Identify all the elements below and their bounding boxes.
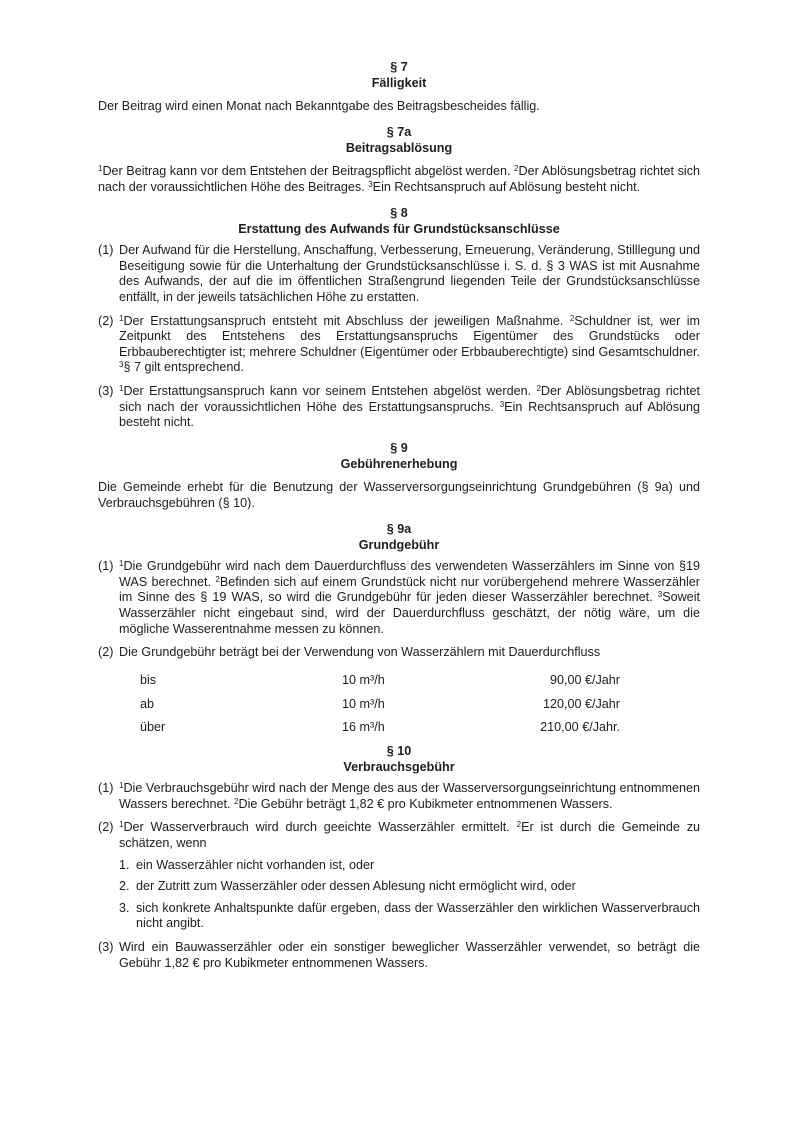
paragraph-label: (2) [98,645,114,660]
sentence-number: 2 [234,796,239,806]
sentence-number: 1 [119,559,124,569]
sentence: Er ist durch die Gemeinde zu schätzen, wenn [119,820,700,850]
sentence: Der Beitrag kann vor dem Entstehen der Beitragspflicht abgelöst werden. [102,164,515,179]
paragraph-label: (3) [98,383,114,398]
fee-row [98,673,700,697]
section-9 [98,441,700,511]
list-item [119,879,700,895]
sentence-number: 1 [119,313,124,323]
section-10 [98,744,700,971]
paragraph-text [119,781,700,812]
sentence-number: 3 [119,360,124,370]
sentence: Befinden sich auf einem Grundstück nicht nur vorübergehend mehrere Wasserzähler im Sinne des § 19 WAS, so wird die Grundgebühr für jeden dieser Wasserzähler berechnet. [119,574,701,605]
section-9-text: Die Gemeinde erhebt für die Benutzung der Wasserversorgungseinrichtung Grundgebühren (§ 9a) und Verbrauchsgebühren (§ 10). [98,480,700,510]
sentence: Der Ablösungsbetrag richtet sich nach der voraussichtlichen Höhe des Beitrages. [98,164,701,194]
section-title: Erstattung des Aufwands für Grundstücksanschlüsse [238,221,560,236]
section-10-heading [98,744,700,775]
fee-amount: 90,00 €/Jahr [549,673,620,687]
item-text: ein Wasserzähler nicht vorhanden ist, oder [136,857,375,872]
fee-flow: 10 m³/h [342,673,385,687]
paragraph-2 [98,314,700,376]
sentence-number: 3 [657,590,663,600]
section-7a [98,125,700,195]
sentence-number: 2 [514,164,519,174]
paragraph-3 [98,940,700,971]
fee-amount: 120,00 €/Jahr [542,697,620,711]
section-number: § 10 [386,744,412,758]
sentence: § 7 gilt entsprechend. [123,360,244,375]
sentence-number: 2 [569,313,575,323]
paragraph-text: Wird ein Bauwasserzähler oder ein sonstiger beweglicher Wasserzähler verwendet, so beträgt die Gebühr 1,82 € pro Kubikmeter entnommenen Wassers. [119,939,700,970]
fee-condition: ab [140,697,155,711]
section-8-heading [98,206,700,237]
sentence-number: 2 [536,383,541,393]
sentence-number: 1 [119,383,124,393]
sentence: Der Erstattungsanspruch entsteht mit Abschluss der jeweiligen Maßnahme. [123,313,570,328]
paragraph-1 [98,559,700,637]
list-item [119,858,700,874]
sentence-number: 1 [98,164,103,174]
section-number: § 9a [386,522,412,536]
item-text: der Zutritt zum Wasserzähler oder dessen Ablesung nicht ermöglicht wird, oder [136,879,576,894]
paragraph-1 [98,781,700,812]
paragraph-label: (3) [98,939,114,954]
paragraph-text: Die Grundgebühr beträgt bei der Verwendung von Wasserzählern mit Dauerdurchfluss [119,645,601,660]
sentence: Die Grundgebühr wird nach dem Dauerdurchfluss des verwendeten Wasserzählers im Sinne von §19 WAS berechnet. [119,559,700,589]
section-number: § 7a [386,125,412,139]
sentence: Die Verbrauchsgebühr wird nach der Menge des aus der Wasserversorgungseinrichtung entnommenen Wassers berechnet. [119,781,700,811]
paragraph-text [119,559,700,637]
section-title: Beitragsablösung [345,140,453,155]
section-number: § 7 [390,60,408,74]
section-title: Fälligkeit [371,75,427,90]
paragraph-text [119,384,700,431]
paragraph-label: (1) [98,243,114,258]
paragraph-text [119,820,700,851]
section-number: § 9 [390,441,408,455]
paragraph-body [119,820,700,938]
paragraph-2 [98,645,700,661]
fee-row [98,697,700,721]
sentence-number: 1 [119,781,124,791]
sentence-number: 3 [368,179,373,189]
section-7 [98,60,700,115]
section-7-heading [98,60,700,91]
sentence-number: 1 [119,820,124,830]
section-number: § 8 [390,206,408,220]
section-9-heading [98,441,700,472]
section-title: Verbrauchsgebühr [343,759,455,774]
item-number: 2. [119,879,130,894]
paragraph-label: (2) [98,820,114,835]
fee-condition: über [140,720,166,734]
section-7a-text [98,164,700,195]
paragraph-label: (1) [98,781,114,796]
sentence: Die Gebühr beträgt 1,82 € pro Kubikmeter entnommenen Wassers. [238,796,613,811]
paragraph-label: (1) [98,559,114,574]
section-8 [98,206,700,431]
section-title: Gebührenerhebung [340,456,458,471]
sentence: Soweit Wasserzähler nicht eingebaut sind, wird der Dauerdurchfluss geschätzt, der nötig wäre, um die mögliche Wasserentnahme messen zu können. [119,590,700,636]
fee-flow: 16 m³/h [342,720,385,734]
item-number: 1. [119,857,130,872]
paragraph-3 [98,384,700,431]
sentence: Schuldner ist, wer im Zeitpunkt des Entstehens des Erstattungsanspruchs Eigentümer des Grundstücks oder Erbbauberechtigter ist; mehrere Schuldner (Eigentümer oder Erbbauberechtigte) sind Gesamtschuldner. [119,313,700,359]
fee-amount: 210,00 €/Jahr. [540,720,620,734]
fee-row [98,720,700,744]
paragraph-text [119,314,700,376]
sentence: Ein Rechtsanspruch auf Ablösung besteht nicht. [119,399,701,430]
paragraph-1 [98,243,700,305]
paragraph-2 [98,820,700,938]
item-number: 3. [119,900,130,915]
list-item [119,901,700,932]
fee-condition: bis [140,673,157,687]
fee-flow: 10 m³/h [342,697,385,711]
sentence-number: 2 [215,574,220,584]
sentence-number: 3 [499,399,505,409]
condition-list [119,858,700,932]
section-7a-heading [98,125,700,156]
sentence: Der Erstattungsanspruch kann vor seinem Entstehen abgelöst werden. [123,383,537,398]
sentence-number: 2 [516,820,522,830]
paragraph-label: (2) [98,313,114,328]
paragraph-text: Der Aufwand für die Herstellung, Anschaffung, Verbesserung, Erneuerung, Veränderung, Stilllegung und Beseitigung sowie für die Unterhaltung der Grundstücksanschlüsse i. S. d. § 3 WAS ist mit Ausnahme des Aufwands, der auf die im öffentlichen Straßengrund liegenden Teile der Grundstücksanschlüsse entfällt, in der jeweils tatsächlichen Höhe zu erstatten. [119,243,700,304]
section-9a [98,522,700,661]
section-title: Grundgebühr [358,537,440,552]
item-text: sich konkrete Anhaltspunkte dafür ergeben, dass der Wasserzähler den wirklichen Wasserverbrauch nicht angibt. [136,900,700,931]
section-9a-heading [98,522,700,553]
sentence: Der Wasserverbrauch wird durch geeichte Wasserzähler ermittelt. [123,820,517,835]
section-7-text: Der Beitrag wird einen Monat nach Bekanntgabe des Beitragsbescheides fällig. [98,99,540,114]
sentence: Der Ablösungsbetrag richtet sich nach der voraussichtlichen Höhe des Erstattungsanspruchs. [119,383,701,414]
sentence: Ein Rechtsanspruch auf Ablösung besteht nicht. [372,179,641,194]
